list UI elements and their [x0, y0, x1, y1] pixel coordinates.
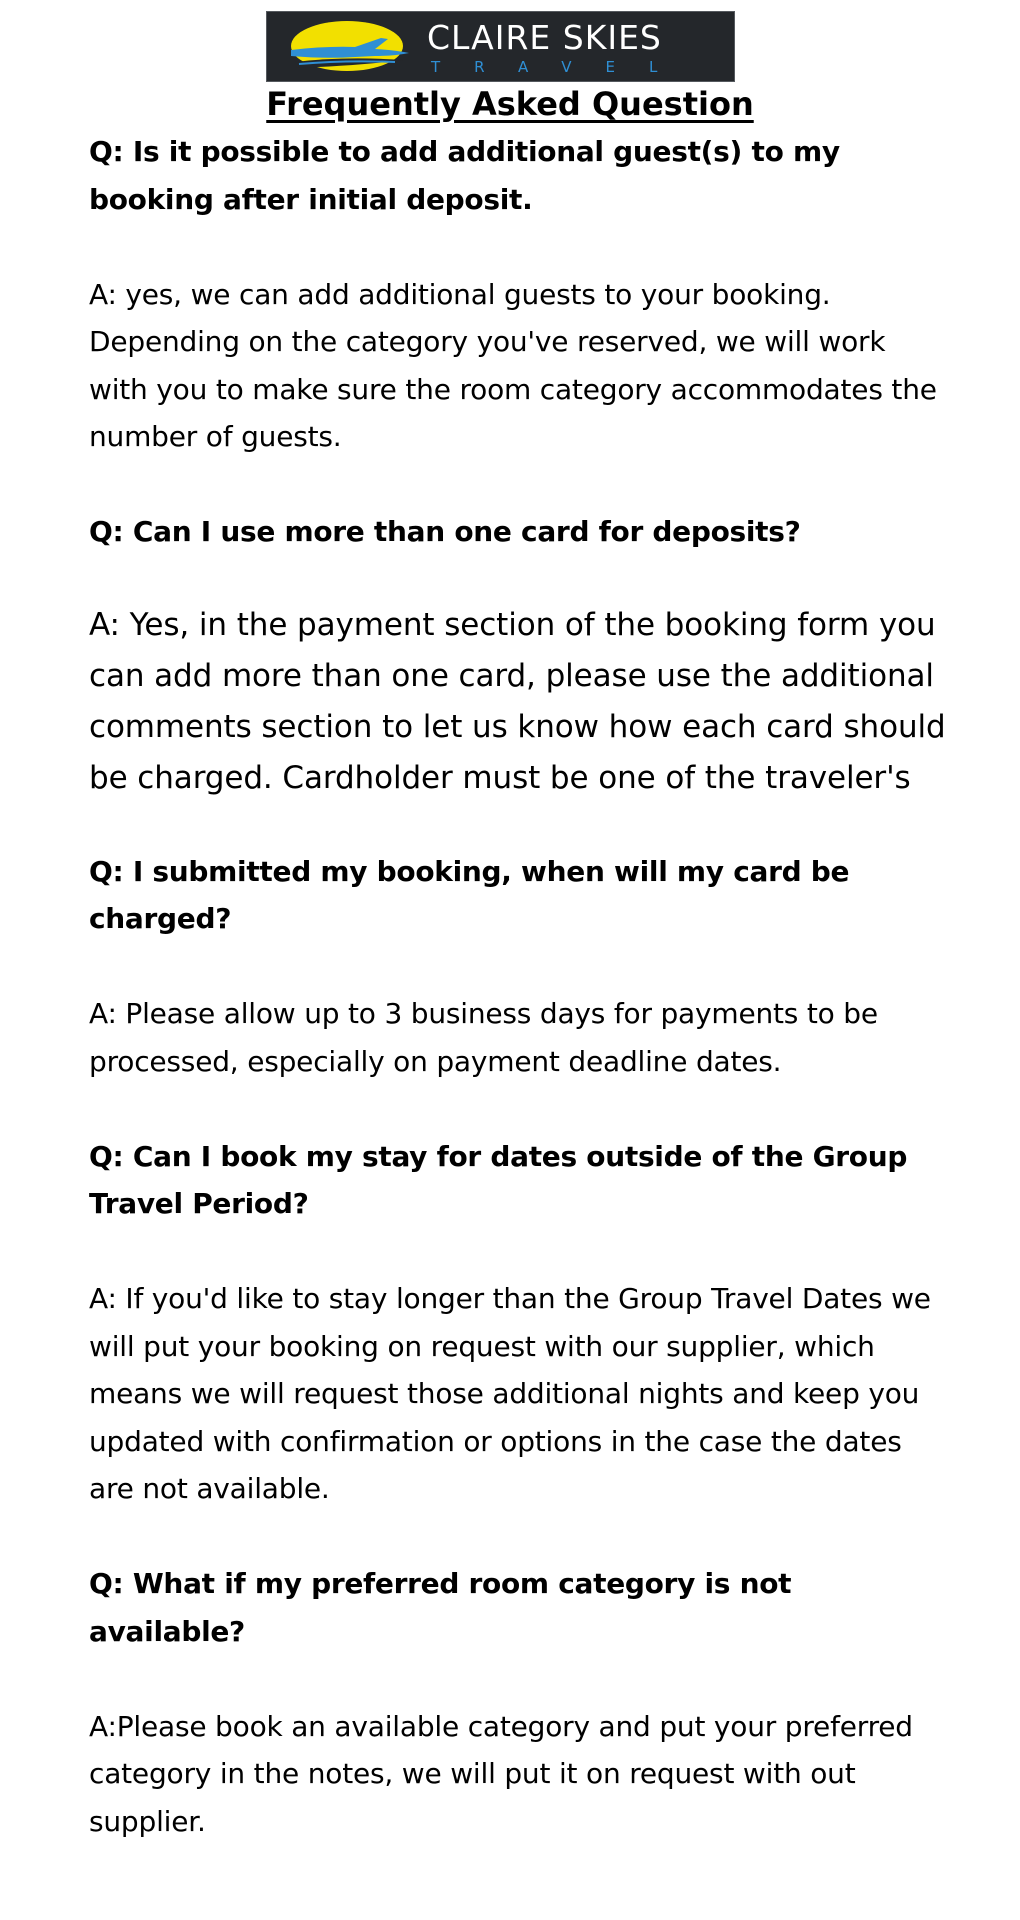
faq-question: Q: Is it possible to add additional guest(s) to my booking after initial deposit.	[89, 135, 840, 216]
page-title: Frequently Asked Question	[266, 85, 754, 123]
faq-answer: A:Please book an available category and put your preferred category in the notes, we will put it on request with out supplier.	[89, 1709, 913, 1838]
plane-sun-logo-icon	[285, 16, 415, 76]
faq-list	[89, 128, 949, 1845]
faq-answer: A: Yes, in the payment section of the booking form you can add more than one card, please use the additional comments section to let us know how each card should be charged. Cardholder must be one of the traveler's	[89, 606, 946, 796]
faq-answer: A: yes, we can add additional guests to your booking. Depending on the category you've reserved, we will work with you to make sure the room category accommodates the number of guests.	[89, 277, 937, 453]
logo-subtitle: TRAVEL	[431, 58, 692, 76]
faq-answer: A: Please allow up to 3 business days for payments to be processed, especially on payment deadline dates.	[89, 997, 878, 1078]
faq-question: Q: What if my preferred room category is not available?	[89, 1567, 792, 1648]
faq-question: Q: Can I use more than one card for deposits?	[89, 515, 801, 548]
faq-question: Q: Can I book my stay for dates outside of the Group Travel Period?	[89, 1139, 908, 1220]
faq-answer: A: If you'd like to stay longer than the Group Travel Dates we will put your booking on request with our supplier, which means we will request those additional nights and keep you updated with confirmation or options in the case the dates are not available.	[89, 1282, 931, 1505]
company-logo	[266, 11, 735, 82]
logo-name: CLAIRE SKIES	[427, 18, 662, 57]
faq-question: Q: I submitted my booking, when will my card be charged?	[89, 854, 850, 935]
